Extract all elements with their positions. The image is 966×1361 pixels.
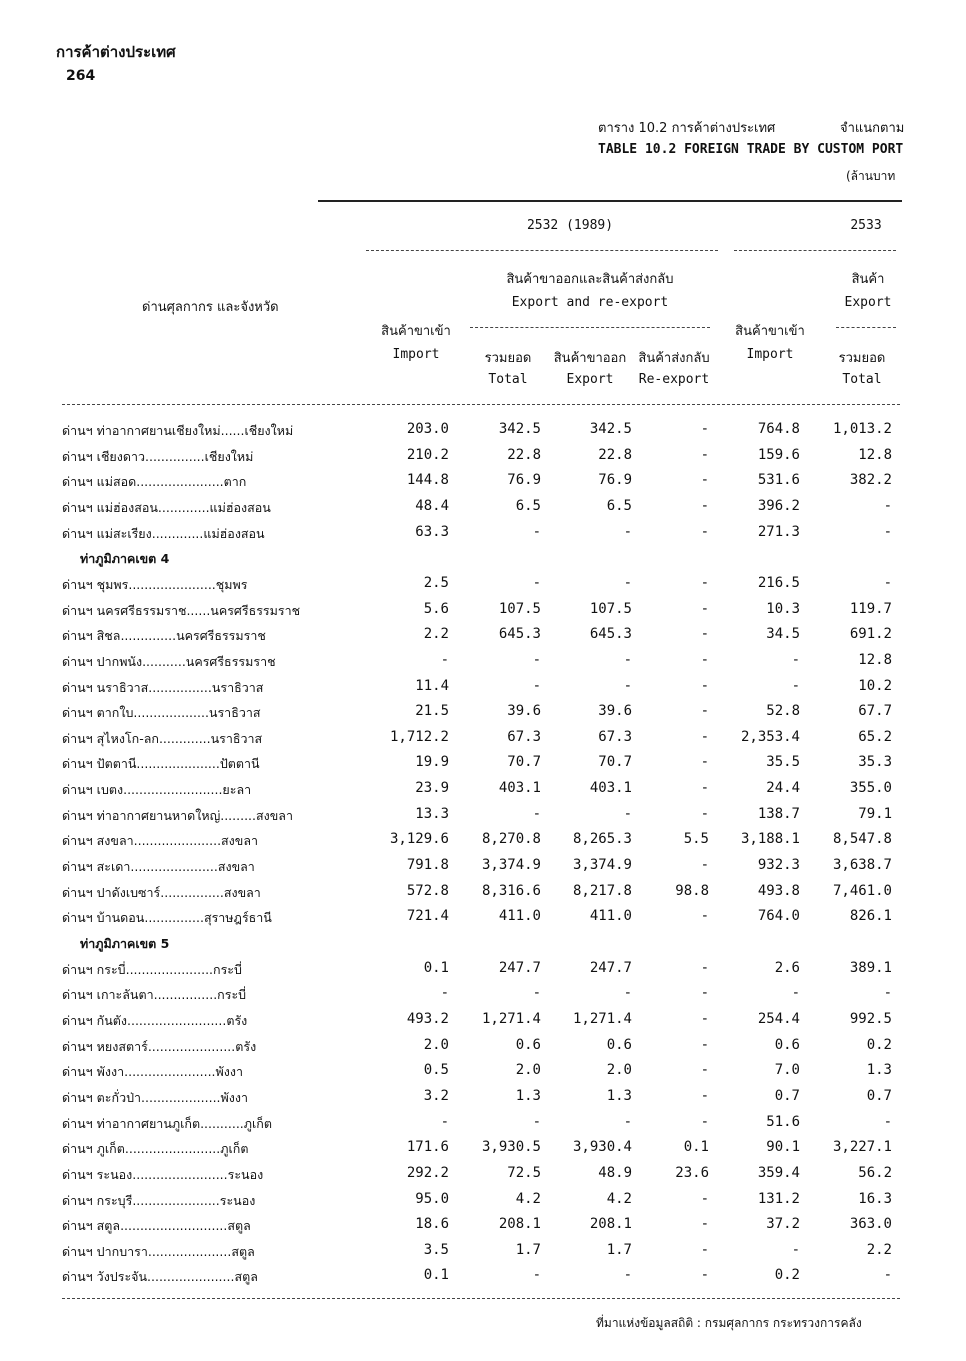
table-title-en: TABLE 10.2 FOREIGN TRADE BY CUSTOM PORT xyxy=(598,142,904,157)
table-row xyxy=(0,960,966,986)
cell-imp: 2.2 xyxy=(423,626,449,643)
cell-imp: 0.1 xyxy=(423,959,449,976)
cell-total: 22.8 xyxy=(507,446,541,463)
table-row xyxy=(0,1139,966,1165)
cell-imp: 203.0 xyxy=(406,421,449,437)
table-row xyxy=(0,806,966,832)
running-header: การค้าต่างประเทศ xyxy=(56,43,176,61)
table-row xyxy=(0,1242,966,1268)
cell-imp2: 0.2 xyxy=(774,1267,800,1284)
cell-total: 2.0 xyxy=(515,1062,541,1079)
col-export-en: Export xyxy=(566,372,614,387)
cell-imp2: 10.3 xyxy=(766,600,800,617)
cell-total2: 10.2 xyxy=(858,677,892,694)
cell-imp2: 159.6 xyxy=(757,446,800,463)
port-name: ด่านฯ ภูเก็ต........................ภูเก็ต xyxy=(62,1141,249,1157)
table-row xyxy=(0,524,966,550)
table-row xyxy=(0,780,966,806)
table-row xyxy=(0,601,966,627)
cell-imp2: 396.2 xyxy=(757,497,800,514)
cell-reexp: - xyxy=(700,421,709,437)
cell-total2: 1,013.2 xyxy=(832,421,892,437)
cell-exp: 8,265.3 xyxy=(572,831,632,848)
port-name: ด่านฯ ตะกั่วป่า....................พังงา xyxy=(62,1089,248,1105)
port-name: ด่านฯ ท่าอากาศยานหาดใหญ่.........สงขลา xyxy=(62,807,293,823)
cell-exp: 403.1 xyxy=(589,780,632,797)
cell-reexp: - xyxy=(700,1062,709,1079)
section-label: ท่าภูมิภาคเขต 5 xyxy=(80,936,170,951)
cell-exp: - xyxy=(623,985,632,1002)
cell-total2: 363.0 xyxy=(849,1216,892,1233)
col-import-en: Import xyxy=(392,347,440,362)
port-name: ด่านฯ วังประจัน......................สตูล xyxy=(62,1269,258,1285)
cell-total2: 67.7 xyxy=(858,703,892,720)
port-name: ด่านฯ เบตง.........................ยะลา xyxy=(62,782,252,798)
port-name: ด่านฯ พังงา.......................พังงา xyxy=(62,1064,243,1080)
section-row xyxy=(0,934,966,960)
table-row xyxy=(0,678,966,704)
cell-imp2: 37.2 xyxy=(766,1216,800,1233)
cell-total: 645.3 xyxy=(498,626,541,643)
cell-imp: - xyxy=(440,1113,449,1130)
table-row xyxy=(0,857,966,883)
section-label: ท่าภูมิภาคเขต 4 xyxy=(80,551,170,567)
port-name: ด่านฯ ท่าอากาศยานภูเก็ต...........ภูเก็ต xyxy=(62,1115,272,1131)
cell-imp2: 131.2 xyxy=(757,1190,800,1207)
cell-reexp: - xyxy=(700,805,709,822)
cell-imp: 95.0 xyxy=(415,1190,449,1207)
cell-reexp: 98.8 xyxy=(675,882,709,899)
cell-imp2: 493.8 xyxy=(757,882,800,899)
cell-total2: - xyxy=(883,985,892,1002)
cell-imp2: - xyxy=(791,1241,800,1258)
cell-total: - xyxy=(532,677,541,694)
cell-total: - xyxy=(532,805,541,822)
cell-total2: 56.2 xyxy=(858,1164,892,1181)
table-row xyxy=(0,1216,966,1242)
table-row xyxy=(0,908,966,934)
table-row xyxy=(0,1165,966,1191)
col-import2-th: สินค้าขาเข้า xyxy=(735,324,805,339)
cell-imp: 21.5 xyxy=(415,703,449,720)
table-row xyxy=(0,985,966,1011)
col-total2-en: Total xyxy=(842,372,882,387)
cell-total2: 0.2 xyxy=(866,1036,892,1053)
cell-imp2: 24.4 xyxy=(766,780,800,797)
col-import2-en: Import xyxy=(746,347,794,362)
table-row xyxy=(0,472,966,498)
cell-imp: 2.5 xyxy=(423,574,449,591)
col-total-th: รวมยอด xyxy=(484,351,532,366)
cell-exp: 39.6 xyxy=(598,703,632,720)
source-note: ที่มาแห่งข้อมูลสถิติ : กรมศุลกากร กระทรวงการคลัง xyxy=(596,1316,862,1330)
port-name: ด่านฯ ปาดังเบซาร์................สงขลา xyxy=(62,884,261,900)
export-group2-th: สินค้า xyxy=(851,272,885,287)
cell-reexp: - xyxy=(700,703,709,720)
cell-total2: 8,547.8 xyxy=(832,831,892,848)
cell-imp: 144.8 xyxy=(406,472,449,489)
cell-total: 8,316.6 xyxy=(481,882,541,899)
table-row xyxy=(0,447,966,473)
cell-total2: 65.2 xyxy=(858,728,892,745)
cell-imp2: 51.6 xyxy=(766,1113,800,1130)
cell-exp: - xyxy=(623,805,632,822)
port-name: ด่านฯ กระบุรี......................ระนอง xyxy=(62,1192,256,1208)
cell-reexp: - xyxy=(700,1036,709,1053)
cell-imp2: 34.5 xyxy=(766,626,800,643)
cell-imp: 0.1 xyxy=(423,1267,449,1284)
cell-reexp: - xyxy=(700,1010,709,1027)
port-name: ด่านฯ ระนอง........................ระนอง xyxy=(62,1166,264,1182)
cell-total2: 1.3 xyxy=(866,1062,892,1079)
cell-imp: 171.6 xyxy=(406,1139,449,1156)
cell-total: 247.7 xyxy=(498,959,541,976)
cell-imp: - xyxy=(440,985,449,1002)
cell-exp: 3,374.9 xyxy=(572,857,632,874)
cell-total2: 16.3 xyxy=(858,1190,892,1207)
export-group-en: Export and re-export xyxy=(511,295,669,310)
section-row xyxy=(0,549,966,575)
cell-reexp: - xyxy=(700,857,709,874)
cell-total2: 389.1 xyxy=(849,959,892,976)
cell-total: - xyxy=(532,574,541,591)
cell-imp: 292.2 xyxy=(406,1164,449,1181)
cell-reexp: - xyxy=(700,574,709,591)
cell-exp: 67.3 xyxy=(598,728,632,745)
cell-reexp: 23.6 xyxy=(675,1164,709,1181)
cell-total: 342.5 xyxy=(498,421,541,437)
cell-total2: 355.0 xyxy=(849,780,892,797)
cell-reexp: - xyxy=(700,728,709,745)
cell-reexp: - xyxy=(700,1241,709,1258)
col-total2-th: รวมยอด xyxy=(838,351,886,366)
cell-imp2: 764.8 xyxy=(757,421,800,437)
cell-imp2: 138.7 xyxy=(757,805,800,822)
cell-exp: 22.8 xyxy=(598,446,632,463)
table-row xyxy=(0,1088,966,1114)
cell-total2: 12.8 xyxy=(858,651,892,668)
cell-exp: 76.9 xyxy=(598,472,632,489)
port-name: ด่านฯ ตากใบ...................นราธิวาส xyxy=(62,705,261,721)
cell-total: 3,930.5 xyxy=(481,1139,541,1156)
bottom-rule xyxy=(62,1298,900,1299)
cell-total: - xyxy=(532,523,541,540)
port-name: ด่านฯ สะเดา......................สงขลา xyxy=(62,859,255,875)
export-group-th: สินค้าขาออกและสินค้าส่งกลับ xyxy=(506,272,674,287)
cell-total: 8,270.8 xyxy=(481,831,541,848)
table-unit: (ล้านบาท xyxy=(846,169,896,183)
cell-total: 411.0 xyxy=(498,908,541,925)
cell-imp2: 52.8 xyxy=(766,703,800,720)
cell-reexp: - xyxy=(700,677,709,694)
port-name: ด่านฯ นครศรีธรรมราช......นครศรีธรรมราช xyxy=(62,602,301,618)
cell-imp2: 764.0 xyxy=(757,908,800,925)
port-name: ด่านฯ แม่สอด......................ตาก xyxy=(62,474,247,490)
table-row xyxy=(0,1037,966,1063)
table-row xyxy=(0,421,966,447)
cell-exp: 8,217.8 xyxy=(572,882,632,899)
cell-imp: - xyxy=(440,651,449,668)
table-row xyxy=(0,1062,966,1088)
cell-total2: - xyxy=(883,523,892,540)
cell-imp2: 216.5 xyxy=(757,574,800,591)
cell-imp: 1,712.2 xyxy=(389,728,449,745)
cell-reexp: - xyxy=(700,959,709,976)
year-2-header: 2533 xyxy=(850,218,882,233)
cell-imp: 572.8 xyxy=(406,882,449,899)
port-name: ด่านฯ สิชล..............นครศรีธรรมราช xyxy=(62,628,266,644)
cell-reexp: - xyxy=(700,1216,709,1233)
cell-total2: 992.5 xyxy=(849,1010,892,1027)
cell-imp2: 35.5 xyxy=(766,754,800,771)
cell-total2: 826.1 xyxy=(849,908,892,925)
cell-reexp: - xyxy=(700,600,709,617)
cell-imp2: 531.6 xyxy=(757,472,800,489)
cell-imp2: 7.0 xyxy=(774,1062,800,1079)
cell-exp: 247.7 xyxy=(589,959,632,976)
cell-imp2: 254.4 xyxy=(757,1010,800,1027)
cell-exp: 1,271.4 xyxy=(572,1010,632,1027)
table-row xyxy=(0,498,966,524)
cell-total: 67.3 xyxy=(507,728,541,745)
table-row xyxy=(0,575,966,601)
cell-reexp: - xyxy=(700,1190,709,1207)
cell-imp: 721.4 xyxy=(406,908,449,925)
cell-reexp: - xyxy=(700,472,709,489)
cell-total2: 35.3 xyxy=(858,754,892,771)
cell-total2: 3,638.7 xyxy=(832,857,892,874)
cell-imp2: 0.6 xyxy=(774,1036,800,1053)
cell-imp2: - xyxy=(791,985,800,1002)
table-title-th-right: จำแนกตาม xyxy=(840,121,905,136)
table-title-th: ตาราง 10.2 การค้าต่างประเทศ xyxy=(598,121,776,136)
cell-imp: 11.4 xyxy=(415,677,449,694)
cell-imp: 18.6 xyxy=(415,1216,449,1233)
cell-reexp: - xyxy=(700,651,709,668)
header-bottom-rule xyxy=(62,404,900,405)
cell-total2: - xyxy=(883,574,892,591)
cell-imp: 63.3 xyxy=(415,523,449,540)
port-name: ด่านฯ เกาะลันตา................กระบี่ xyxy=(62,987,247,1003)
table-row xyxy=(0,1114,966,1140)
cell-imp2: - xyxy=(791,677,800,694)
cell-total: 3,374.9 xyxy=(481,857,541,874)
cell-exp: - xyxy=(623,677,632,694)
port-name: ด่านฯ ชุมพร......................ชุมพร xyxy=(62,576,248,592)
cell-exp: - xyxy=(623,523,632,540)
cell-exp: 3,930.4 xyxy=(572,1139,632,1156)
cell-total: - xyxy=(532,1113,541,1130)
cell-total2: 2.2 xyxy=(866,1241,892,1258)
col-reexport-th: สินค้าส่งกลับ xyxy=(638,351,710,366)
cell-exp: 645.3 xyxy=(589,626,632,643)
cell-imp: 48.4 xyxy=(415,497,449,514)
cell-total: 107.5 xyxy=(498,600,541,617)
cell-exp: - xyxy=(623,651,632,668)
cell-total: 72.5 xyxy=(507,1164,541,1181)
cell-reexp: - xyxy=(700,626,709,643)
cell-exp: 411.0 xyxy=(589,908,632,925)
cell-exp: - xyxy=(623,574,632,591)
cell-exp: 1.7 xyxy=(606,1241,632,1258)
cell-exp: 48.9 xyxy=(598,1164,632,1181)
cell-exp: 4.2 xyxy=(606,1190,632,1207)
cell-total: - xyxy=(532,1267,541,1284)
cell-exp: 107.5 xyxy=(589,600,632,617)
cell-total: - xyxy=(532,651,541,668)
port-name: ด่านฯ กันตัง.........................ตรัง xyxy=(62,1012,248,1028)
col-import-th: สินค้าขาเข้า xyxy=(381,324,451,339)
year-1-rule xyxy=(366,250,718,251)
cell-total: 403.1 xyxy=(498,780,541,797)
cell-imp2: 0.7 xyxy=(774,1087,800,1104)
cell-total2: 119.7 xyxy=(849,600,892,617)
export-group2-en: Export xyxy=(844,295,892,310)
cell-reexp: - xyxy=(700,497,709,514)
cell-exp: 1.3 xyxy=(606,1087,632,1104)
port-name: ด่านฯ หยงสตาร์......................ตรัง xyxy=(62,1038,257,1054)
port-name: ด่านฯ ท่าอากาศยานเชียงใหม่......เชียงใหม่ xyxy=(62,423,294,438)
cell-exp: 208.1 xyxy=(589,1216,632,1233)
port-name: ด่านฯ สตูล...........................สตูล xyxy=(62,1218,251,1234)
port-name: ด่านฯ ปัตตานี.....................ปัตตานี xyxy=(62,756,260,772)
cell-imp2: 359.4 xyxy=(757,1164,800,1181)
table-row xyxy=(0,1011,966,1037)
col-reexport-en: Re-export xyxy=(638,372,710,387)
cell-reexp: - xyxy=(700,523,709,540)
top-rule xyxy=(318,200,902,202)
cell-total2: 3,227.1 xyxy=(832,1139,892,1156)
cell-imp2: 2.6 xyxy=(774,959,800,976)
cell-reexp: - xyxy=(700,1267,709,1284)
table-row xyxy=(0,652,966,678)
cell-total2: - xyxy=(883,497,892,514)
cell-reexp: - xyxy=(700,446,709,463)
table-row xyxy=(0,1267,966,1293)
cell-total2: 691.2 xyxy=(849,626,892,643)
cell-total: 6.5 xyxy=(515,497,541,514)
export-group-rule xyxy=(470,327,710,328)
cell-imp2: 271.3 xyxy=(757,523,800,540)
port-name: ด่านฯ แม่สะเรียง.............แม่ฮ่องสอน xyxy=(62,525,265,541)
cell-imp: 0.5 xyxy=(423,1062,449,1079)
export-group2-rule xyxy=(836,327,896,328)
cell-imp: 13.3 xyxy=(415,805,449,822)
cell-reexp: - xyxy=(700,780,709,797)
cell-total: 39.6 xyxy=(507,703,541,720)
cell-exp: 70.7 xyxy=(598,754,632,771)
cell-imp2: 3,188.1 xyxy=(740,831,800,848)
cell-total: 1.7 xyxy=(515,1241,541,1258)
cell-reexp: 0.1 xyxy=(683,1139,709,1156)
cell-total2: - xyxy=(883,1267,892,1284)
cell-imp: 3.5 xyxy=(423,1241,449,1258)
port-name: ด่านฯ กระบี่......................กระบี่ xyxy=(62,961,242,977)
cell-imp: 23.9 xyxy=(415,780,449,797)
cell-total: 4.2 xyxy=(515,1190,541,1207)
cell-total: 1,271.4 xyxy=(481,1010,541,1027)
year-1-header: 2532 (1989) xyxy=(526,218,614,233)
cell-total2: 7,461.0 xyxy=(832,882,892,899)
cell-reexp: - xyxy=(700,754,709,771)
cell-imp2: 90.1 xyxy=(766,1139,800,1156)
col-export-th: สินค้าขาออก xyxy=(553,351,627,366)
cell-total: - xyxy=(532,985,541,1002)
cell-total: 208.1 xyxy=(498,1216,541,1233)
port-name: ด่านฯ สงขลา......................สงขลา xyxy=(62,833,259,849)
cell-imp: 5.6 xyxy=(423,600,449,617)
cell-imp: 2.0 xyxy=(423,1036,449,1053)
cell-total2: 0.7 xyxy=(866,1087,892,1104)
table-row xyxy=(0,703,966,729)
cell-total: 70.7 xyxy=(507,754,541,771)
port-name: ด่านฯ ปากบารา.....................สตูล xyxy=(62,1243,255,1259)
port-name: ด่านฯ สุไหงโก-ลก.............นราธิวาส xyxy=(62,730,263,746)
cell-total2: - xyxy=(883,1113,892,1130)
cell-total: 0.6 xyxy=(515,1036,541,1053)
cell-reexp: - xyxy=(700,1113,709,1130)
cell-reexp: 5.5 xyxy=(683,831,709,848)
year-2-rule xyxy=(734,250,896,251)
cell-imp2: 2,353.4 xyxy=(740,728,800,745)
col-total-en: Total xyxy=(488,372,528,387)
cell-imp: 3.2 xyxy=(423,1087,449,1104)
table-row xyxy=(0,754,966,780)
cell-total2: 12.8 xyxy=(858,446,892,463)
cell-total: 76.9 xyxy=(507,472,541,489)
cell-imp: 493.2 xyxy=(406,1010,449,1027)
cell-total2: 382.2 xyxy=(849,472,892,489)
port-name: ด่านฯ แม่ฮ่องสอน.............แม่ฮ่องสอน xyxy=(62,499,271,515)
port-name: ด่านฯ เชียงดาว...............เชียงใหม่ xyxy=(62,448,254,464)
cell-exp: 2.0 xyxy=(606,1062,632,1079)
cell-imp2: - xyxy=(791,651,800,668)
cell-total2: 79.1 xyxy=(858,805,892,822)
cell-imp2: 932.3 xyxy=(757,857,800,874)
cell-exp: 6.5 xyxy=(606,497,632,514)
cell-exp: - xyxy=(623,1113,632,1130)
cell-imp: 791.8 xyxy=(406,857,449,874)
cell-imp: 19.9 xyxy=(415,754,449,771)
table-row xyxy=(0,883,966,909)
cell-imp: 3,129.6 xyxy=(389,831,449,848)
cell-exp: - xyxy=(623,1267,632,1284)
port-name: ด่านฯ บ้านดอน...............สุราษฎร์ธานี xyxy=(62,910,272,926)
cell-total: 1.3 xyxy=(515,1087,541,1104)
table-row xyxy=(0,831,966,857)
page-number: 264 xyxy=(66,68,96,84)
table-row xyxy=(0,626,966,652)
cell-exp: 342.5 xyxy=(589,421,632,437)
table-row xyxy=(0,729,966,755)
cell-reexp: - xyxy=(700,1087,709,1104)
row-header: ด่านศุลกากร และจังหวัด xyxy=(142,300,279,315)
port-name: ด่านฯ นราธิวาส................นราธิวาส xyxy=(62,679,264,695)
table-row xyxy=(0,1191,966,1217)
cell-exp: 0.6 xyxy=(606,1036,632,1053)
port-name: ด่านฯ ปากพนัง...........นครศรีธรรมราช xyxy=(62,653,276,669)
cell-reexp: - xyxy=(700,985,709,1002)
cell-imp: 210.2 xyxy=(406,446,449,463)
cell-reexp: - xyxy=(700,908,709,925)
